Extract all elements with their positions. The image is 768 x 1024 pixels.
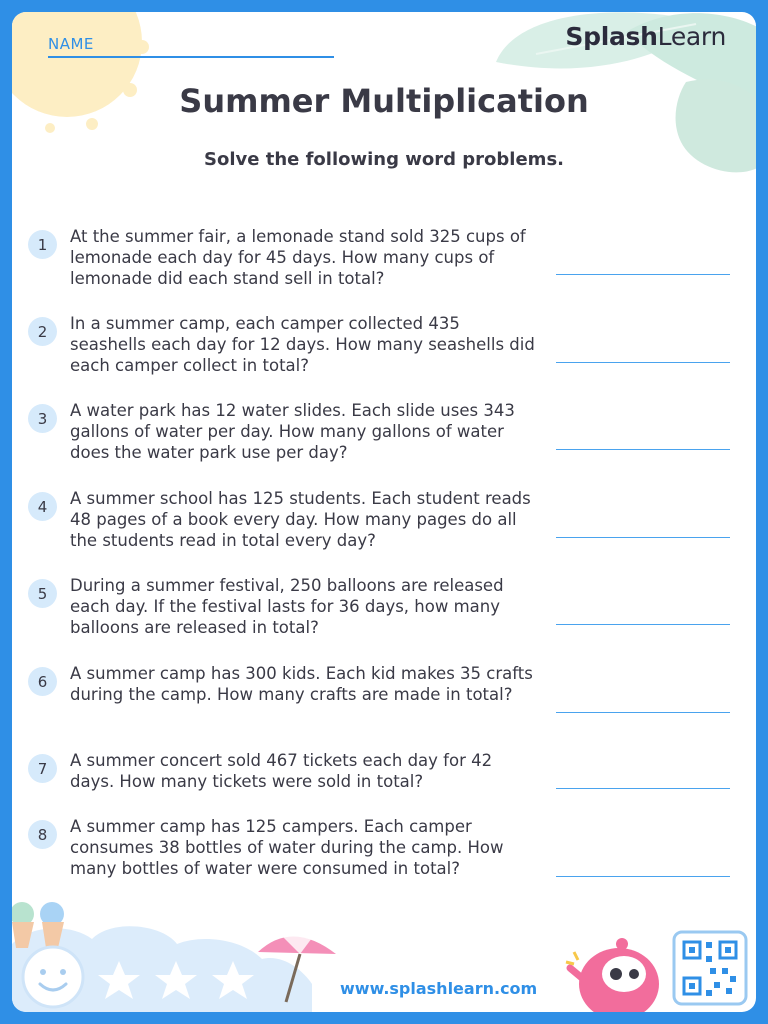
splashlearn-logo — [565, 22, 726, 51]
problem-text: A summer concert sold 467 tickets each day for 42 days. How many tickets were sold in total? — [70, 751, 493, 791]
problem-number-badge: 6 — [28, 667, 57, 696]
logo-bold-text: Splash — [565, 22, 658, 51]
problem-number-badge: 8 — [28, 820, 57, 849]
problem-text: A summer school has 125 students. Each student reads 48 pages of a book every day. How many pages do all the students read in total every day? — [70, 489, 531, 550]
footer-url[interactable]: www.splashlearn.com — [340, 979, 538, 998]
problem-text: A summer camp has 125 campers. Each camper consumes 38 bottles of water during the camp. How many bottles of water were consumed in total? — [70, 817, 504, 878]
qr-code-icon[interactable] — [670, 928, 750, 1008]
stars-decoration — [94, 957, 264, 1007]
problem-text: At the summer fair, a lemonade stand sold 325 cups of lemonade each day for 45 days. How many cups of lemonade did each stand sell in total? — [70, 227, 526, 288]
problem-number-badge: 3 — [28, 404, 57, 433]
smiley-icon — [18, 942, 88, 1012]
worksheet — [12, 12, 756, 1012]
beach-umbrella-icon — [252, 924, 342, 1004]
answer-line[interactable] — [556, 537, 730, 538]
answer-line[interactable] — [556, 624, 730, 625]
problem-text: A summer camp has 300 kids. Each kid makes 35 crafts during the camp. How many crafts are made in total? — [70, 664, 533, 704]
problem-number-badge: 4 — [28, 492, 57, 521]
problem-text: During a summer festival, 250 balloons are released each day. If the festival lasts for 36 days, how many balloons are released in total? — [70, 576, 504, 637]
page-subtitle: Solve the following word problems. — [204, 149, 564, 170]
name-field[interactable] — [48, 56, 334, 58]
page-title: Summer Multiplication — [179, 82, 589, 120]
problem-number-badge: 7 — [28, 754, 57, 783]
answer-line[interactable] — [556, 712, 730, 713]
answer-line[interactable] — [556, 876, 730, 877]
problem-text: A water park has 12 water slides. Each slide uses 343 gallons of water per day. How many gallons of water does the water park use per day? — [70, 401, 515, 462]
answer-line[interactable] — [556, 274, 730, 275]
answer-line[interactable] — [556, 449, 730, 450]
monster-mascot-icon — [564, 932, 674, 1012]
problem-text: In a summer camp, each camper collected 435 seashells each day for 12 days. How many seashells did each camper collect in total? — [70, 314, 535, 375]
problem-number-badge: 2 — [28, 317, 57, 346]
problem-number-badge: 1 — [28, 230, 57, 259]
logo-light-text: Learn — [657, 22, 726, 51]
name-label: NAME — [48, 35, 94, 53]
problem-number-badge: 5 — [28, 579, 57, 608]
answer-line[interactable] — [556, 362, 730, 363]
answer-line[interactable] — [556, 788, 730, 789]
